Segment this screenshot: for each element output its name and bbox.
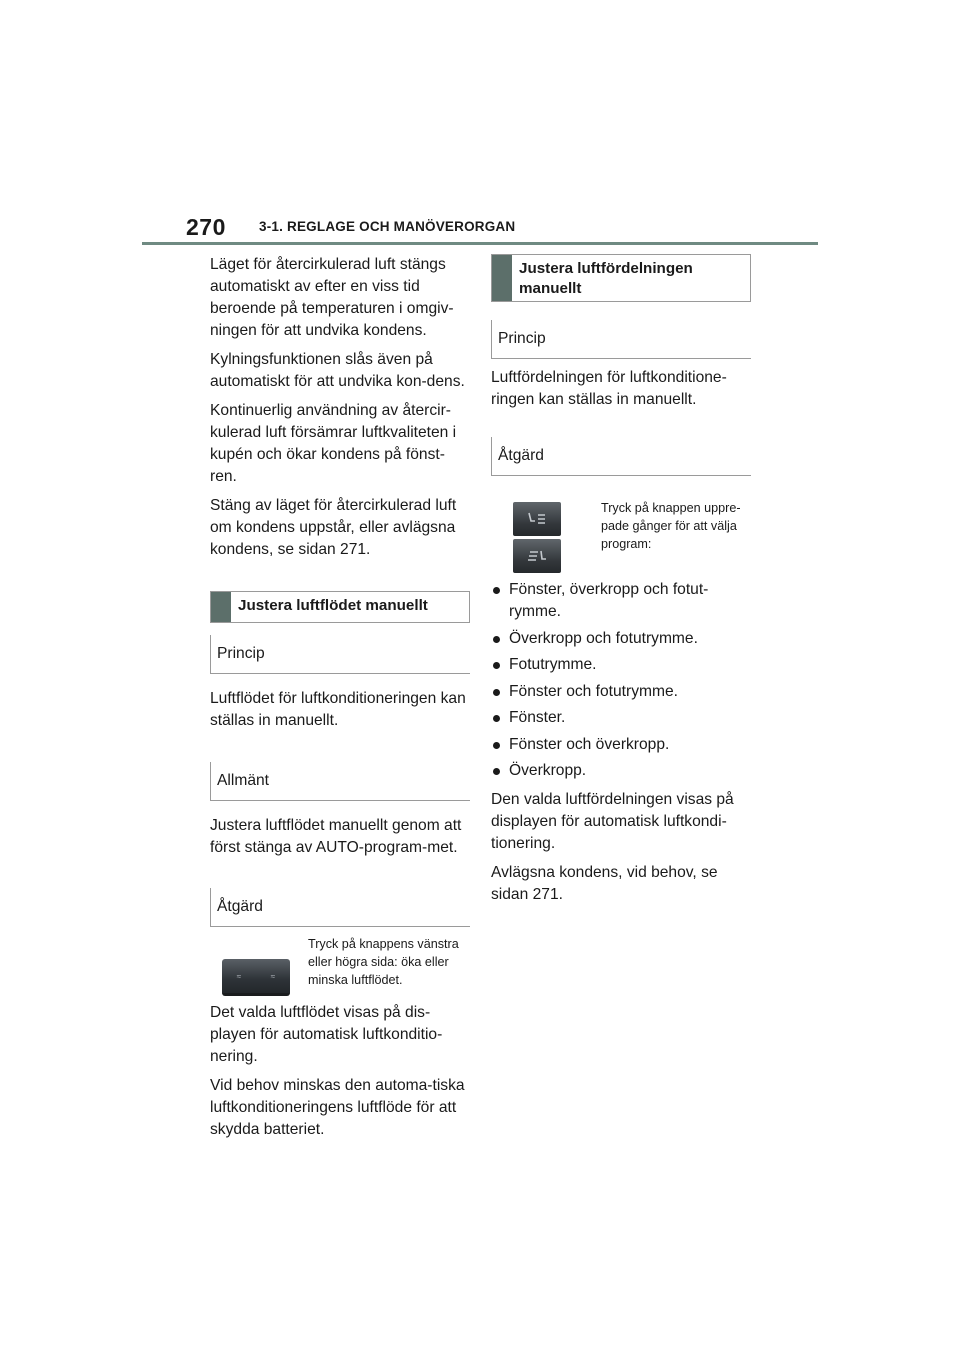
distribution-program-list bbox=[491, 579, 751, 782]
list-item: Överkropp och fotutrymme. bbox=[491, 628, 751, 650]
list-item: Fönster och överkropp. bbox=[491, 734, 751, 756]
list-item: Överkropp. bbox=[491, 760, 751, 782]
airflow-action bbox=[210, 935, 470, 996]
paragraph-remove-condensation: Avlägsna kondens, vid behov, se sidan 271. bbox=[491, 864, 718, 903]
subheading-allmant: Allmänt bbox=[210, 762, 470, 801]
airflow-action-text: Tryck på knappens vänstra eller högra sida: öka eller minska luftflödet. bbox=[308, 937, 459, 987]
page-number: 270 bbox=[186, 214, 226, 240]
heading-distribution-manual-text: Justera luftfördelningen manuellt bbox=[519, 260, 693, 297]
subheading-princip: Princip bbox=[491, 320, 751, 359]
seat-foot-airflow-icon bbox=[526, 548, 548, 564]
air-distribution-button-image bbox=[491, 502, 601, 573]
fan-low-icon: ≈ bbox=[236, 971, 242, 981]
left-column bbox=[210, 254, 470, 1148]
paragraph-cooling-auto-on: Kylningsfunktionen slås även på automatiskt för att undvika kon-dens. bbox=[210, 351, 465, 390]
fan-speed-button bbox=[222, 959, 290, 996]
paragraph-distribution-display: Den valda luftfördelningen visas på displayen för automatisk luftkondi-tionering. bbox=[491, 791, 734, 852]
air-distribution-upper-button bbox=[513, 502, 561, 536]
paragraph-airflow-principle: Luftflödet för luftkonditioneringen kan ställas in manuellt. bbox=[210, 690, 466, 729]
heading-airflow-manual bbox=[210, 591, 470, 623]
heading-bar bbox=[211, 592, 231, 622]
air-distribution-buttons bbox=[513, 502, 563, 573]
list-item: Fönster, överkropp och fotut-rymme. bbox=[491, 579, 751, 623]
subheading-atgard: Åtgärd bbox=[491, 437, 751, 476]
list-item: Fönster. bbox=[491, 707, 751, 729]
subheading-princip: Princip bbox=[210, 635, 470, 674]
heading-bar bbox=[492, 255, 512, 301]
distribution-action-text: Tryck på knappen uppre-pade gånger för att välja program: bbox=[601, 501, 741, 551]
paragraph-switch-off-recirculation: Stäng av läget för återcirkulerad luft om kondens uppstår, eller avlägsna kondens, se sidan 271. bbox=[210, 497, 457, 558]
heading-distribution-manual bbox=[491, 254, 751, 302]
paragraph-recirculation-auto-off: Läget för återcirkulerad luft stängs automatiskt av efter en viss tid beroende på temperaturen i omgiv-ningen för att undvika kondens. bbox=[210, 256, 454, 339]
paragraph-battery-protection: Vid behov minskas den automa-tiska luftkonditioneringens luftflöde för att skydda batteriet. bbox=[210, 1077, 465, 1138]
air-distribution-lower-button bbox=[513, 539, 561, 573]
section-title: 3-1. REGLAGE OCH MANÖVERORGAN bbox=[259, 219, 516, 234]
fan-speed-button-image bbox=[210, 935, 308, 996]
header-divider bbox=[142, 242, 818, 245]
paragraph-continuous-use: Kontinuerlig användning av återcir-kulerad luft försämrar luftkvaliteten i kupén och ökar kondens på fönst-ren. bbox=[210, 402, 457, 485]
paragraph-airflow-display: Det valda luftflödet visas på dis-playen för automatisk luftkonditio-nering. bbox=[210, 1004, 443, 1065]
distribution-action bbox=[491, 502, 751, 573]
fan-high-icon: ≈ bbox=[270, 971, 276, 981]
list-item: Fönster och fotutrymme. bbox=[491, 681, 751, 703]
right-column bbox=[491, 254, 751, 913]
seat-upper-airflow-icon bbox=[526, 511, 548, 527]
paragraph-airflow-general: Justera luftflödet manuellt genom att först stänga av AUTO-program-met. bbox=[210, 817, 462, 856]
subheading-atgard: Åtgärd bbox=[210, 888, 470, 927]
list-item: Fotutrymme. bbox=[491, 654, 751, 676]
paragraph-distribution-principle: Luftfördelningen för luftkonditione-ringen kan ställas in manuellt. bbox=[491, 369, 727, 408]
heading-airflow-manual-text: Justera luftflödet manuellt bbox=[238, 597, 428, 614]
